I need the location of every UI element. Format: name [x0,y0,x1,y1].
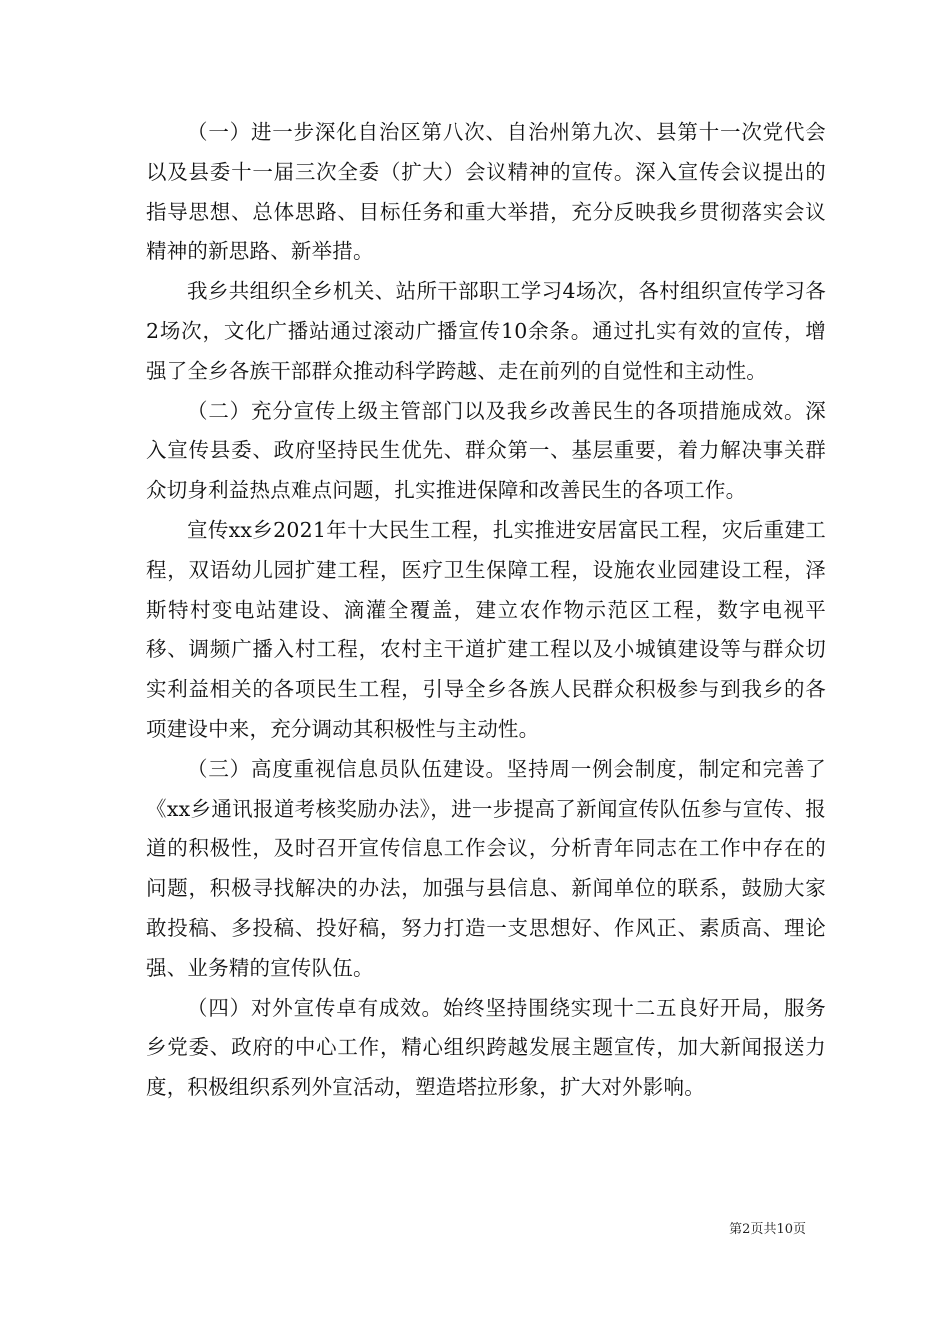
paragraph-2: 我乡共组织全乡机关、站所干部职工学习4场次，各村组织宣传学习各2场次，文化广播站通过滚动广播宣传10余条。通过扎实有效的宣传，增强了全乡各族干部群众推动科学跨越、走在前列的自觉性和主动性。 [146,279,826,383]
page-number: 第2页共10页 [729,1222,806,1237]
document-body [146,113,826,1108]
paragraph-1: （一）进一步深化自治区第八次、自治州第九次、县第十一次党代会以及县委十一届三次全委（扩大）会议精神的宣传。深入宣传会议提出的指导思想、总体思路、目标任务和重大举措，充分反映我乡贯彻落实会议精神的新思路、新举措。 [146,120,826,264]
paragraph-4: 宣传xx乡2021年十大民生工程，扎实推进安居富民工程，灾后重建工程，双语幼儿园扩建工程，医疗卫生保障工程，设施农业园建设工程，泽斯特村变电站建设、滴灌全覆盖，建立农作物示范区工程，数字电视平移、调频广播入村工程，农村主干道扩建工程以及小城镇建设等与群众切实利益相关的各项民生工程，引导全乡各族人民群众积极参与到我乡的各项建设中来，充分调动其积极性与主动性。 [146,517,826,741]
paragraph-5: （三）高度重视信息员队伍建设。坚持周一例会制度，制定和完善了《xx乡通讯报道考核奖励办法》，进一步提高了新闻宣传队伍参与宣传、报道的积极性，及时召开宣传信息工作会议，分析青年同志在工作中存在的问题，积极寻找解决的办法，加强与县信息、新闻单位的联系，鼓励大家敢投稿、多投稿、投好稿，努力打造一支思想好、作风正、素质高、理论强、业务精的宣传队伍。 [146,756,826,980]
paragraph-3: （二）充分宣传上级主管部门以及我乡改善民生的各项措施成效。深入宣传县委、政府坚持民生优先、群众第一、基层重要，着力解决事关群众切身利益热点难点问题，扎实推进保障和改善民生的各项工作。 [146,398,826,503]
paragraph-6: （四）对外宣传卓有成效。始终坚持围绕实现十二五良好开局，服务乡党委、政府的中心工作，精心组织跨越发展主题宣传，加大新闻报送力度，积极组织系列外宣活动，塑造塔拉形象，扩大对外影响。 [146,995,826,1100]
